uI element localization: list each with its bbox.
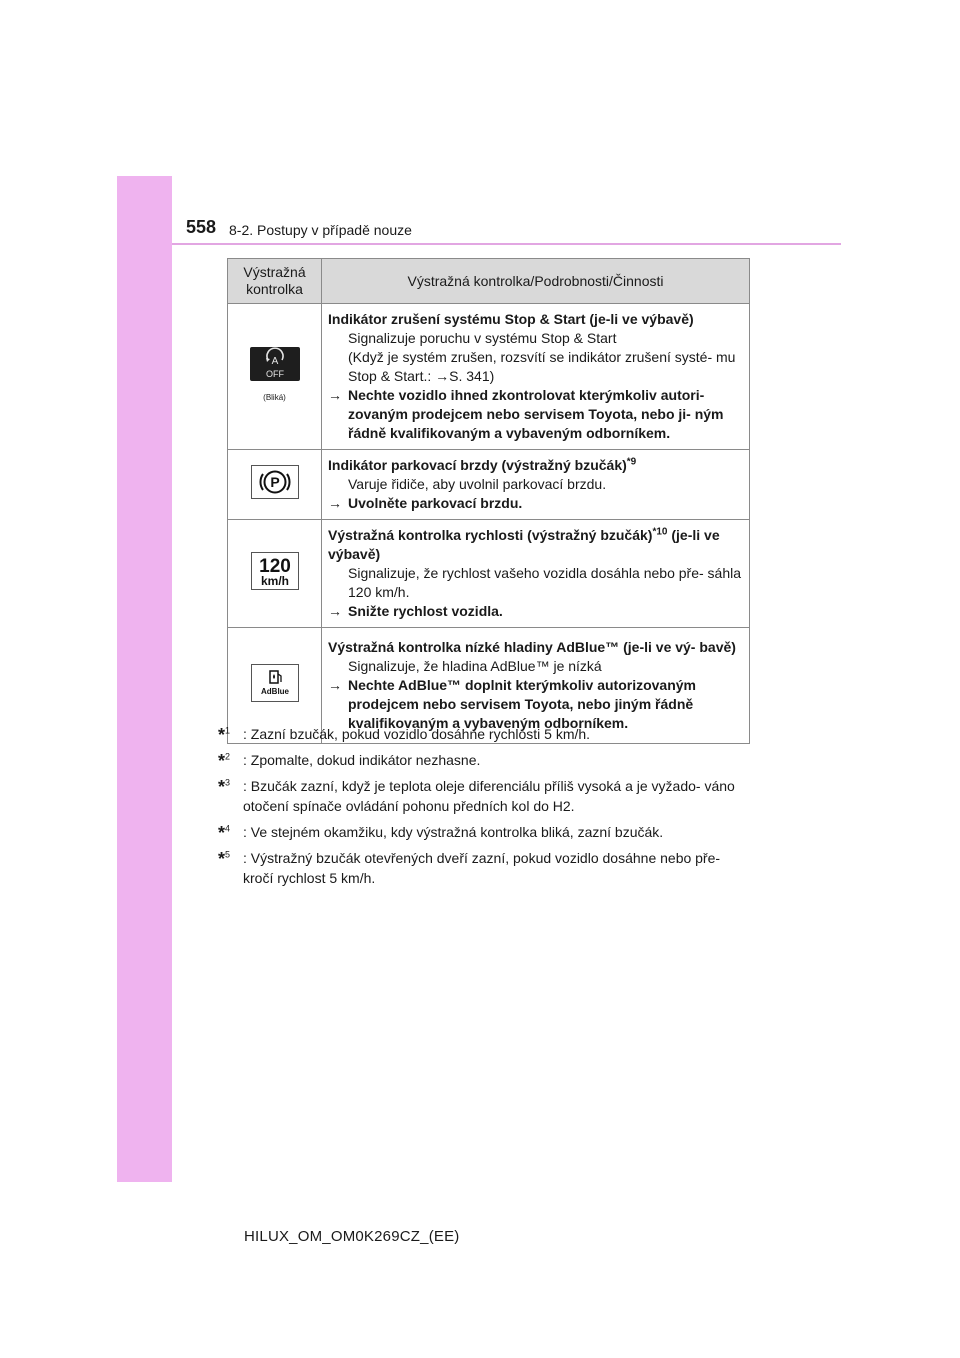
- icon-cell: [228, 304, 322, 450]
- row-title: Výstražná kontrolka nízké hladiny AdBlue™ (je-li ve vý- bavě): [328, 639, 736, 655]
- svg-text:AdBlue: AdBlue: [260, 687, 289, 696]
- row-description: Signalizuje, že hladina AdBlue™ je nízká: [348, 658, 602, 674]
- footnote: *$^3$ : Bzučák zazní, když je teplota oleje diferenciálu příliš vysoká a je vyžado- váno otočení spínače ovládání pohonu předních kol do H2.: [218, 777, 735, 814]
- table-row: [228, 450, 750, 520]
- col-header-light: Výstražná kontrolka: [228, 259, 322, 304]
- svg-text:km/h: km/h: [260, 574, 289, 588]
- page-number: 558: [186, 217, 217, 237]
- footnote-marker: *$^4$: [218, 823, 231, 843]
- row-title: Výstražná kontrolka rychlosti (výstražný bzučák)$^{*10}$ (je-li ve výbavě): [328, 526, 720, 562]
- row-description: Varuje řidiče, aby uvolnil parkovací brzdu.: [348, 476, 607, 492]
- icon-cell: [228, 450, 322, 520]
- row-description: Signalizuje, že rychlost vašeho vozidla dosáhla nebo pře- sáhla 120 km/h.: [348, 565, 742, 600]
- svg-text:A: A: [271, 355, 278, 367]
- details-cell: [322, 520, 750, 628]
- footnote: *$^2$ : Zpomalte, dokud indikátor nezhasne.: [218, 751, 481, 771]
- svg-text:120: 120: [258, 556, 291, 577]
- row-title: Indikátor zrušení systému Stop & Start (je-li ve výbavě): [328, 311, 694, 327]
- row-title: Indikátor parkovací brzdy (výstražný bzučák)$^{*9}$: [328, 456, 637, 473]
- row-action: → Snižte rychlost vozidla.: [328, 603, 503, 619]
- footnote: *$^5$ : Výstražný bzučák otevřených dveří zazní, pokud vozidlo dosáhne nebo pře- kročí rychlost 5 km/h.: [218, 849, 721, 886]
- svg-text:OFF: OFF: [265, 368, 284, 379]
- footnote-marker: *$^1$: [218, 725, 231, 745]
- footnote-marker: *$^5$: [218, 849, 231, 869]
- details-cell: [322, 450, 750, 520]
- warning-light-table: [227, 258, 750, 744]
- parking-brake-icon: [251, 465, 299, 499]
- footnote: *$^4$ : Ve stejném okamžiku, kdy výstražná kontrolka bliká, zazní bzučák.: [218, 823, 664, 843]
- row-action: → Uvolněte parkovací brzdu.: [328, 495, 523, 511]
- speed-warning-icon: [251, 552, 299, 590]
- footnote-marker: *$^3$: [218, 777, 231, 797]
- table-header-row: [228, 259, 750, 304]
- arrow-icon: →: [328, 603, 342, 619]
- details-cell: [322, 304, 750, 450]
- svg-text:P: P: [269, 474, 280, 490]
- table-row: [228, 304, 750, 450]
- stop-start-off-icon: [250, 347, 300, 381]
- footnote: *$^1$ : Zazní bzučák, pokud vozidlo dosáhne rychlosti 5 km/h.: [218, 725, 591, 745]
- footnotes: [218, 724, 750, 894]
- col-header-details: Výstražná kontrolka/Podrobnosti/Činnosti: [322, 259, 750, 304]
- section-title: 8-2. Postupy v případě nouze: [229, 222, 412, 238]
- document-id: HILUX_OM_OM0K269CZ_(EE): [244, 1228, 460, 1245]
- arrow-icon: →: [328, 495, 342, 511]
- arrow-icon: →: [328, 387, 342, 403]
- footnote-marker: *$^2$: [218, 751, 231, 771]
- row-action: → Nechte AdBlue™ doplnit kterýmkoliv autorizovaným prodejcem nebo servisem Toyota, nebo jiným řádně kvalifikovaným a vybaveným odborníkem.: [328, 677, 696, 731]
- header-rule: [172, 243, 841, 245]
- table-row: [228, 520, 750, 628]
- side-color-band: [117, 176, 172, 1182]
- row-description: Signalizuje poruchu v systému Stop & Start: [348, 330, 617, 346]
- row-action: → Nechte vozidlo ihned zkontrolovat kterýmkoliv autori- zovaným prodejcem nebo servisem Toyota, nebo ji- ným řádně kvalifikovaným a vybaveným odborníkem.: [328, 387, 724, 441]
- row-description: (Když je systém zrušen, rozsvítí se indikátor zrušení systé- mu Stop & Start.: →S. 341): [348, 349, 736, 384]
- adblue-icon: [251, 664, 299, 702]
- icon-caption: (Bliká): [263, 392, 286, 402]
- arrow-icon: →: [328, 677, 342, 693]
- icon-cell: [228, 520, 322, 628]
